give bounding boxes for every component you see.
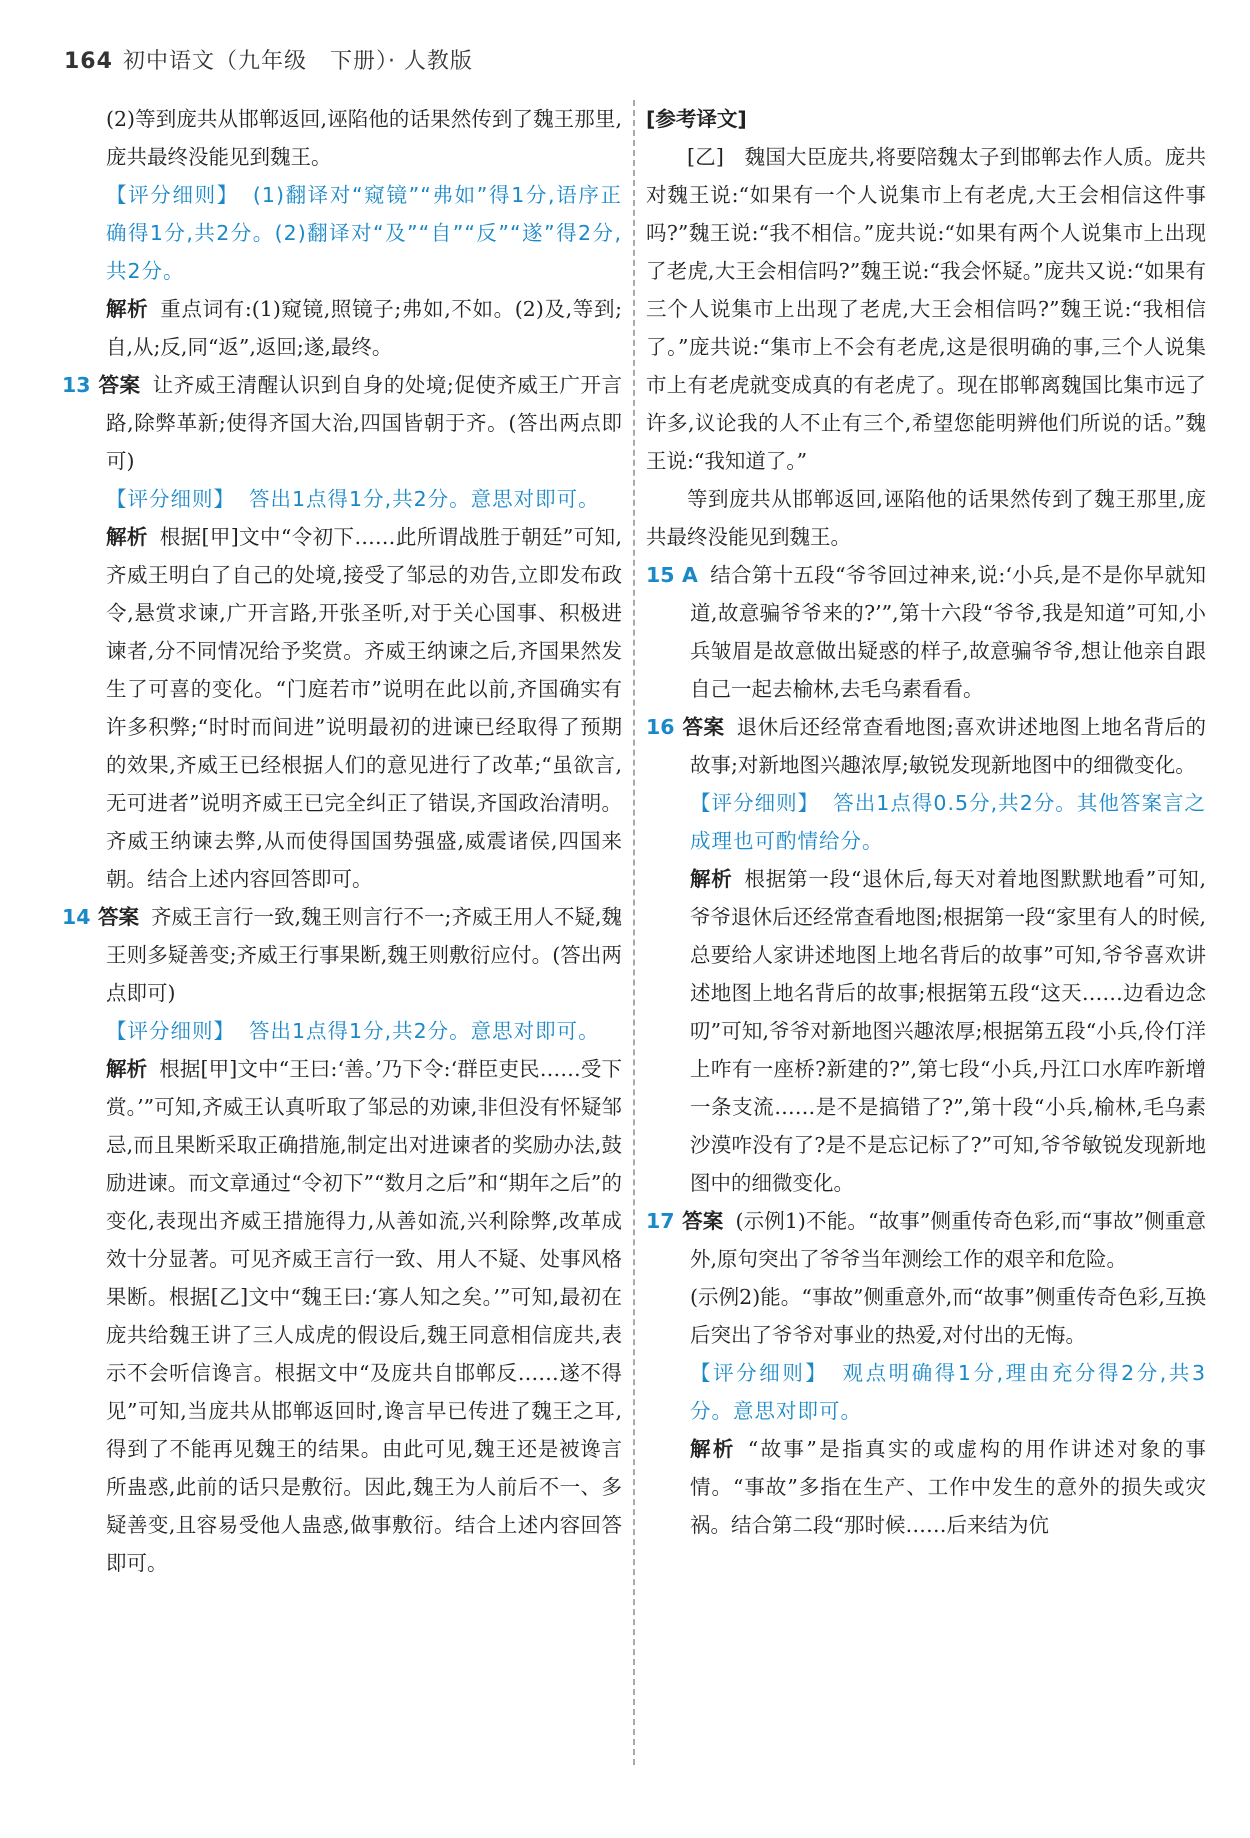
book-title: 初中语文（九年级 下册）· 人教版: [122, 49, 473, 74]
question-14: [62, 898, 622, 1582]
q12-answer-text: (2)等到庞共从邯郸返回,诬陷他的话果然传到了魏王那里,庞共最终没能见到魏王。: [106, 107, 622, 169]
q12-analysis: 解析 重点词有:(1)窥镜,照镜子;弗如,不如。(2)及,等到;自,从;反,同“返”,返回;遂,最终。: [106, 297, 622, 359]
q13-analysis: 解析 根据[甲]文中“令初下……此所谓战胜于朝廷”可知,齐威王明白了自己的处境,接受了邹忌的劝告,立即发布政令,悬赏求谏,广开言路,开张圣听,对于关心国事、积极进谏者,分不同情况给予奖赏。齐威王纳谏之后,齐国果然发生了可喜的变化。“门庭若市”说明在此以前,齐国确实有许多积弊;“时时而间进”说明最初的进谏已经取得了预期的效果,齐威王已经根据人们的意见进行了改革;“虽欲言,无可进者”说明齐威王已完全纠正了错误,齐国政治清明。齐威王纳谏去弊,从而使得国国势强盛,威震诸侯,四国来朝。结合上述内容回答即可。: [106, 525, 622, 891]
q16-number: 16: [646, 715, 675, 739]
translation-title: [参考译文]: [646, 107, 747, 131]
q13-answer: 13 答案 让齐威王清醒认识到自身的处境;促使齐威王广开言路,除弊革新;使得齐国大治,四国皆朝于齐。(答出两点即可): [106, 366, 622, 480]
q14-score-rule: 【评分细则】 答出1点得1分,共2分。意思对即可。: [106, 1019, 600, 1043]
question-13: [62, 366, 622, 898]
q17-answer-1: 17 答案 (示例1)不能。“故事”侧重传奇色彩,而“事故”侧重意外,原句突出了爷爷当年测绘工作的艰辛和危险。: [690, 1202, 1206, 1278]
q14-analysis: 解析 根据[甲]文中“王曰:‘善。’乃下令:‘群臣吏民……受下赏。’”可知,齐威王认真听取了邹忌的劝谏,非但没有怀疑邹忌,而且果断采取正确措施,制定出对进谏者的奖励办法,鼓励进谏。而文章通过“令初下”“数月之后”和“期年之后”的变化,表现出齐威王措施得力,从善如流,兴利除弊,改革成效十分显著。可见齐威王言行一致、用人不疑、处事风格果断。根据[乙]文中“魏王曰:‘寡人知之矣。’”可知,最初在庞共给魏王讲了三人成虎的假设后,魏王同意相信庞共,表示不会听信谗言。根据文中“及庞共自邯郸反……遂不得见”可知,当庞共从邯郸返回时,谗言早已传进了魏王之耳,得到了不能再见魏王的结果。由此可见,魏王还是被谗言所蛊惑,此前的话只是敷衍。因此,魏王为人前后不一、多疑善变,且容易受他人蛊惑,做事敷衍。结合上述内容回答即可。: [106, 1057, 622, 1575]
translation-para-2: 等到庞共从邯郸返回,诬陷他的话果然传到了魏王那里,庞共最终没能见到魏王。: [646, 487, 1206, 549]
question-15: [646, 556, 1206, 708]
q17-answer-2: (示例2)能。“事故”侧重意外,而“故事”侧重传奇色彩,互换后突出了爷爷对事业的热爱,对付出的无悔。: [690, 1285, 1206, 1347]
question-16: [646, 708, 1206, 1202]
q16-analysis: 解析 根据第一段“退休后,每天对着地图默默地看”可知,爷爷退休后还经常查看地图;根据第一段“家里有人的时候,总要给人家讲述地图上地名背后的故事”可知,爷爷喜欢讲述地图上地名背后的故事;根据第五段“这天……边看边念叨”可知,爷爷对新地图兴趣浓厚;根据第五段“小兵,伶仃洋上咋有一座桥?新建的?”,第七段“小兵,丹江口水库咋新增一条支流……是不是搞错了?”,第十段“小兵,榆林,毛乌素沙漠咋没有了?是不是忘记标了?”可知,爷爷敏锐发现新地图中的细微变化。: [690, 867, 1207, 1195]
left-column: [62, 100, 622, 1582]
translation-para-1: [乙] 魏国大臣庞共,将要陪魏太子到邯郸去作人质。庞共对魏王说:“如果有一个人说集市上有老虎,大王会相信这件事吗?”魏王说:“我不相信。”庞共说:“如果有两个人说集市上出现了老虎,大王会相信吗?”魏王说:“我会怀疑。”庞共又说:“如果有三个人说集市上出现了老虎,大王会相信吗?”魏王说:“我相信了。”庞共说:“集市上不会有老虎,这是很明确的事,三个人说集市上有老虎就变成真的有老虎了。现在邯郸离魏国比集市远了许多,议论我的人不止有三个,希望您能明辨他们所说的话。”魏王说:“我知道了。”: [646, 145, 1206, 473]
q15-choice: A: [682, 563, 698, 587]
right-column: [646, 100, 1206, 1544]
q12-continued: [62, 100, 622, 366]
q15-number: 15: [646, 563, 675, 587]
q14-number: 14: [62, 905, 91, 929]
q17-analysis: 解析 “故事”是指真实的或虚构的用作讲述对象的事情。“事故”多指在生产、工作中发生的意外的损失或灾祸。结合第二段“那时候……后来结为伉: [690, 1437, 1206, 1537]
q17-score-rule: 【评分细则】 观点明确得1分,理由充分得2分,共3分。意思对即可。: [690, 1361, 1206, 1423]
q14-answer: 14 答案 齐威王言行一致,魏王则言行不一;齐威王用人不疑,魏王则多疑善变;齐威王行事果断,魏王则敷衍应付。(答出两点即可): [106, 898, 622, 1012]
page-number: 164: [64, 49, 113, 74]
q15-answer: 15 A 结合第十五段“爷爷回过神来,说:‘小兵,是不是你早就知道,故意骗爷爷来的?’”,第十六段“爷爷,我是知道”可知,小兵皱眉是故意做出疑惑的样子,故意骗爷爷,想让他亲自跟自己一起去榆林,去毛乌素看看。: [690, 556, 1206, 708]
question-17: [646, 1202, 1206, 1544]
q13-number: 13: [62, 373, 91, 397]
reference-translation: [646, 100, 1206, 556]
q16-score-rule: 【评分细则】 答出1点得0.5分,共2分。其他答案言之成理也可酌情给分。: [690, 791, 1207, 853]
column-divider: [633, 100, 635, 1765]
q13-score-rule: 【评分细则】 答出1点得1分,共2分。意思对即可。: [106, 487, 600, 511]
q16-answer: 16 答案 退休后还经常查看地图;喜欢讲述地图上地名背后的故事;对新地图兴趣浓厚;敏锐发现新地图中的细微变化。: [690, 708, 1206, 784]
page-header: [64, 44, 473, 75]
q12-score-rule: 【评分细则】 (1)翻译对“窥镜”“弗如”得1分,语序正确得1分,共2分。(2)翻译对“及”“自”“反”“遂”得2分,共2分。: [106, 183, 623, 283]
q17-number: 17: [646, 1209, 675, 1233]
